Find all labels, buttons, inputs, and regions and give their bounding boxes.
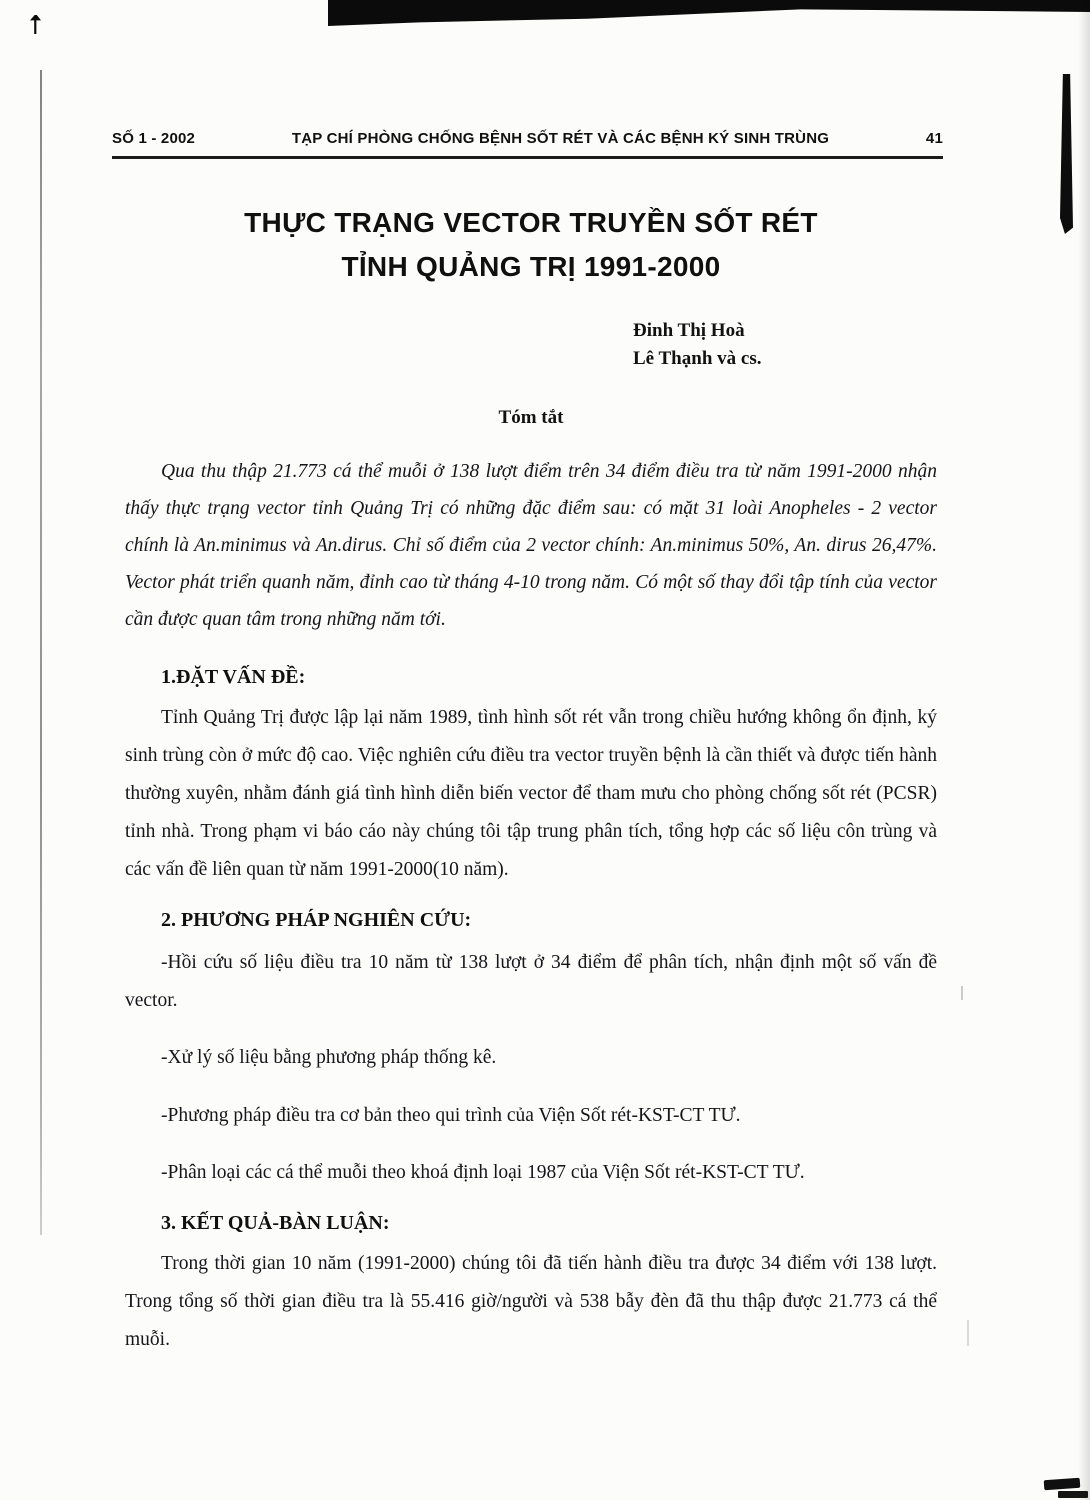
header-journal-title: TẠP CHÍ PHÒNG CHỐNG BỆNH SỐT RÉT VÀ CÁC BỆNH KÝ SINH TRÙNG <box>291 130 830 147</box>
scan-artifact-topleft-mark <box>30 15 41 34</box>
scan-artifact-left-line <box>40 70 42 1235</box>
scan-artifact-right-dash <box>967 1320 969 1346</box>
abstract-text: Qua thu thập 21.773 cá thể muỗi ở 138 lượt điểm trên 34 điểm điều tra từ năm 1991-2000 nhận thấy thực trạng vector tỉnh Quảng Trị có những đặc điểm sau: có mặt 31 loài Anopheles - 2 vector chính là An.minimus và An.dirus. Chỉ số điểm của 2 vector chính: An.minimus 50%, An. dirus 26,47%. Vector phát triển quanh năm, đỉnh cao từ tháng 4-10 trong năm. Có một số thay đổi tập tính của vector cần được quan tâm trong những năm tới. <box>125 461 937 630</box>
page-content <box>112 0 943 1379</box>
scan-artifact-bottom-right-mark <box>1044 1478 1081 1490</box>
article-title <box>125 201 937 289</box>
abstract-heading: Tóm tắt <box>498 407 564 428</box>
paragraph: -Hồi cứu số liệu điều tra 10 năm từ 138 lượt ở 34 điểm để phân tích, nhận định một số vấn đề vector. <box>125 951 937 1011</box>
running-header <box>112 130 943 159</box>
section-heading-2: 2. PHƯƠNG PHÁP NGHIÊN CỨU: <box>161 908 472 931</box>
author-block <box>633 317 937 373</box>
header-page-number: 41 <box>925 130 943 147</box>
paragraph: -Phương pháp điều tra cơ bản theo qui trình của Viện Sốt rét-KST-CT TƯ. <box>161 1104 741 1126</box>
author-line: Đinh Thị Hoà <box>633 320 745 341</box>
scan-artifact-right-top-bar <box>1060 74 1073 234</box>
paragraph: -Phân loại các cá thể muỗi theo khoá định loại 1987 của Viện Sốt rét-KST-CT TƯ. <box>161 1162 805 1183</box>
article-title-line1: THỰC TRẠNG VECTOR TRUYỀN SỐT RÉT <box>244 207 818 238</box>
section-heading-3: 3. KẾT QUẢ-BÀN LUẬN: <box>161 1212 390 1234</box>
author-line: Lê Thạnh và cs. <box>633 348 762 369</box>
scan-artifact-bottom-right-mark <box>1058 1491 1088 1498</box>
paragraph: Trong thời gian 10 năm (1991-2000) chúng tôi đã tiến hành điều tra được 34 điểm với 138 lượt. Trong tổng số thời gian điều tra là 55.416 giờ/người và 538 bẫy đèn đã thu thập được 21.773 cá thể muỗi. <box>125 1253 937 1350</box>
article-title-line2: TỈNH QUẢNG TRỊ 1991-2000 <box>341 251 721 282</box>
section-heading-1: 1.ĐẶT VẤN ĐỀ: <box>161 666 306 688</box>
paragraph: Tỉnh Quảng Trị được lập lại năm 1989, tình hình sốt rét vẫn trong chiều hướng không ổn định, ký sinh trùng còn ở mức độ cao. Việc nghiên cứu điều tra vector truyền bệnh là cần thiết và được tiến hành thường xuyên, nhằm đánh giá tình hình diễn biến vector để tham mưu cho phòng chống sốt rét (PCSR) tỉnh nhà. Trong phạm vi báo cáo này chúng tôi tập trung phân tích, tổng hợp các số liệu côn trùng và các vấn đề liên quan từ năm 1991-2000(10 năm). <box>125 707 937 880</box>
header-issue: SỐ 1 - 2002 <box>112 130 196 147</box>
scan-artifact-right-edge-shade <box>1078 0 1090 1500</box>
paragraph: -Xử lý số liệu bằng phương pháp thống kê. <box>161 1047 497 1068</box>
scan-artifact-right-dash <box>961 986 963 1000</box>
